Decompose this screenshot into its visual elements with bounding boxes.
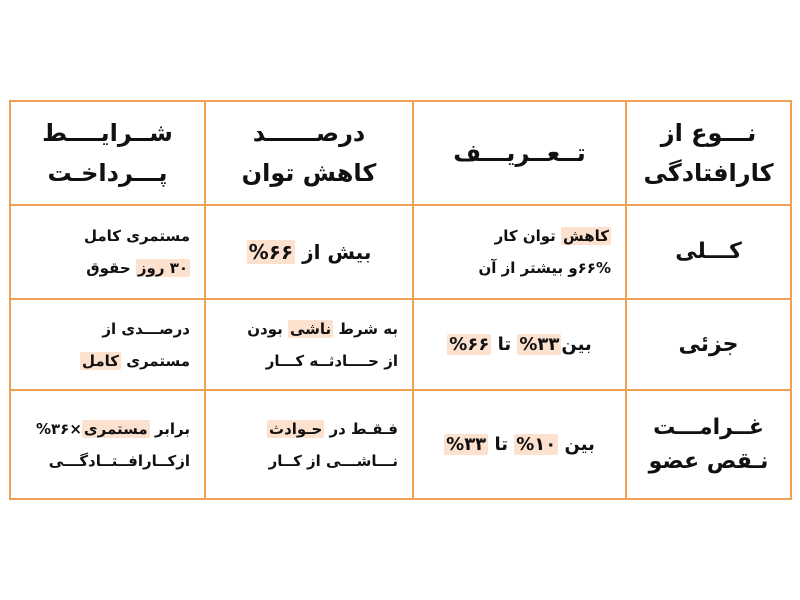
row1-definition-line1 (428, 220, 611, 252)
header-payment-line2: پـــرداخـت (47, 159, 168, 187)
text: بیش از (295, 240, 372, 264)
highlight: ۶۶% (449, 333, 490, 355)
text: مستمری (120, 351, 190, 370)
text: بین (561, 333, 592, 355)
row3-percent-line2: نـــاشـــی از کــار (268, 451, 398, 470)
text: توان کار (494, 227, 562, 245)
row1-type-label: کـــلی (675, 239, 742, 264)
highlight: ۶۶% (248, 240, 294, 264)
row1-payment (11, 206, 206, 300)
row3-percent (206, 391, 414, 498)
highlight: کاهش (563, 227, 609, 245)
row2-definition (414, 300, 627, 391)
row3-payment (11, 391, 206, 498)
row3-type-line2: نـقص عضو (648, 448, 769, 474)
highlight: مستمری (83, 419, 148, 438)
text: حقوق (86, 259, 136, 277)
row2-type (627, 300, 790, 391)
row1-percent-line1 (206, 235, 412, 269)
text: تا (488, 433, 515, 455)
header-type-line1: نـــوع از (660, 119, 757, 147)
header-payment-line1: شــرایــــط (42, 119, 173, 147)
header-type-line2: کارافتادگی (643, 159, 774, 187)
highlight: حـوادث (269, 419, 323, 438)
header-percent-line2: کاهش توان (241, 159, 377, 187)
row1-payment-line2 (25, 252, 190, 284)
row1-percent (206, 206, 414, 300)
text: به شرط (333, 319, 398, 338)
row2-percent-line1 (220, 313, 398, 345)
highlight: ۳۳% (519, 333, 560, 355)
row2-payment-line2 (25, 345, 190, 377)
disability-table (9, 100, 792, 500)
row1-definition (414, 206, 627, 300)
header-percent-line1: درصــــــد (252, 119, 366, 147)
row3-percent-line1 (220, 413, 398, 445)
row3-payment-line1 (25, 413, 190, 445)
highlight: ۳۰ روز (137, 259, 188, 277)
row2-percent (206, 300, 414, 391)
highlight: ۱۰% (516, 433, 557, 455)
row1-payment-line1: مستمری کامل (83, 227, 190, 245)
row3-payment-line2: ازکــارافــتــادگـــی (48, 451, 190, 470)
text: تا (491, 333, 518, 355)
text: برابر (149, 419, 190, 438)
header-definition-line1: تــعــریـــف (453, 139, 586, 167)
text: فـقـط در (324, 419, 398, 438)
highlight: کامل (81, 351, 119, 370)
header-type (627, 102, 790, 206)
row2-definition-line1 (414, 328, 625, 362)
row2-percent-line2: از حــــادثــه کـــار (265, 351, 398, 370)
row3-type (627, 391, 790, 498)
row1-type (627, 206, 790, 300)
row2-type-label: جزئی (678, 331, 739, 357)
row3-type-line1: غــرامـــت (653, 414, 764, 440)
header-payment (11, 102, 206, 206)
text: ×۳۶% (35, 419, 82, 438)
text: بودن (247, 319, 288, 338)
header-percent (206, 102, 414, 206)
row2-payment (11, 300, 206, 391)
highlight: ناشی (289, 319, 332, 338)
row3-definition-line1 (414, 428, 625, 462)
text: بین (558, 433, 595, 455)
row2-payment-line1: درصـــدی از (102, 319, 190, 338)
row1-definition-line2: ۶۶%و بیشتر از آن (478, 259, 611, 277)
highlight: ۳۳% (446, 433, 487, 455)
header-definition (414, 102, 627, 206)
row3-definition (414, 391, 627, 498)
